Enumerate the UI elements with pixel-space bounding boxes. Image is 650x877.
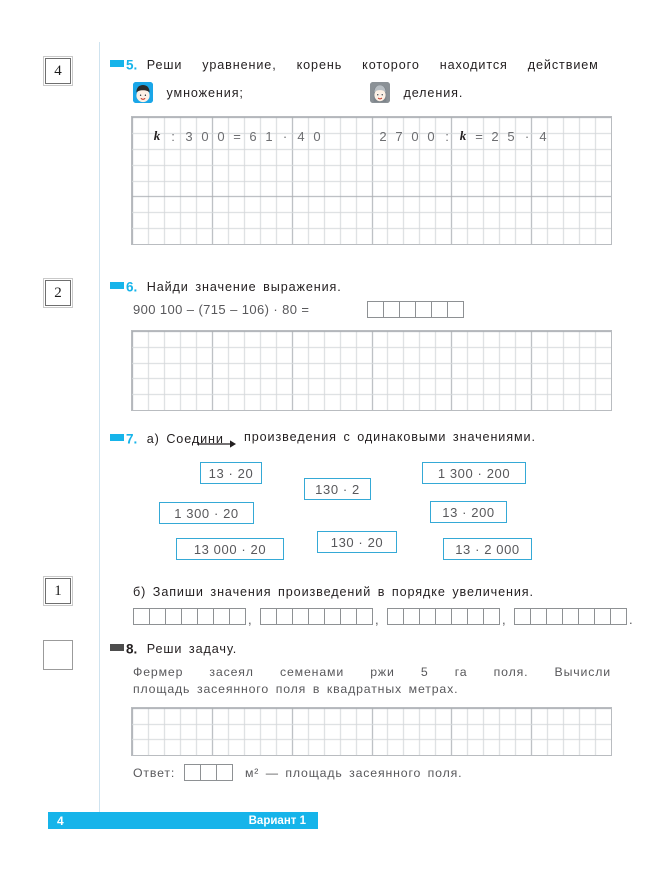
answer-cell[interactable] bbox=[530, 608, 547, 625]
answer-cell[interactable] bbox=[367, 301, 384, 318]
boy-avatar-icon bbox=[133, 82, 153, 103]
answer-cell[interactable] bbox=[213, 608, 230, 625]
answer-group-1[interactable] bbox=[133, 608, 246, 625]
equation-char: 3 bbox=[185, 128, 193, 144]
answer-cell[interactable] bbox=[387, 608, 404, 625]
girl-avatar-icon bbox=[370, 82, 390, 103]
task-7-heading-a-before: а) Соедини bbox=[146, 431, 224, 446]
task-7-number: 7. bbox=[126, 431, 138, 447]
task-5-score-box[interactable] bbox=[43, 56, 73, 86]
answer-cell[interactable] bbox=[546, 608, 563, 625]
task-5-score-value: 4 bbox=[54, 62, 62, 79]
answer-cell[interactable] bbox=[229, 608, 246, 625]
task-8-problem-line-1: Фермер засеял семенами ржи 5 га поля. Вычисли bbox=[133, 665, 611, 679]
task-8-score-box[interactable] bbox=[43, 640, 73, 670]
task-5-heading: Реши уравнение, корень которого находится действием bbox=[146, 57, 599, 72]
equation-char: 1 bbox=[265, 128, 273, 144]
answer-cell[interactable] bbox=[467, 608, 484, 625]
answer-group-3[interactable] bbox=[387, 608, 500, 625]
task-7-bullet-icon bbox=[110, 434, 124, 441]
answer-cell[interactable] bbox=[133, 608, 150, 625]
answer-group-4[interactable] bbox=[514, 608, 627, 625]
equation-char: k bbox=[153, 128, 161, 143]
answer-cell[interactable] bbox=[594, 608, 611, 625]
answer-cell[interactable] bbox=[292, 608, 309, 625]
task-7-heading-b: б) Запиши значения произведений в порядке увеличения. bbox=[133, 585, 534, 599]
task-6-score-value: 2 bbox=[54, 284, 62, 301]
page-number: 4 bbox=[57, 813, 64, 828]
answer-cell[interactable] bbox=[514, 608, 531, 625]
task-6-heading: Найди значение выражения. bbox=[146, 279, 342, 294]
equation-char: 4 bbox=[539, 128, 547, 144]
equation-char: 4 bbox=[297, 128, 305, 144]
answer-cell[interactable] bbox=[447, 301, 464, 318]
task-7-heading-a-after: произведения с одинаковыми значениями. bbox=[244, 430, 536, 444]
answer-cell[interactable] bbox=[383, 301, 400, 318]
task-5-number: 5. bbox=[126, 57, 138, 73]
answer-separator: , bbox=[248, 612, 252, 627]
task-5-equation-left bbox=[149, 128, 325, 144]
product-13x2000[interactable]: 13 · 2 000 bbox=[443, 538, 532, 560]
answer-group-2[interactable] bbox=[260, 608, 373, 625]
task-8-answer-cells[interactable] bbox=[184, 764, 233, 781]
task-5-option-girl bbox=[370, 82, 463, 103]
task-6-bullet-icon bbox=[110, 282, 124, 289]
answer-cell[interactable] bbox=[197, 608, 214, 625]
answer-cell[interactable] bbox=[403, 608, 420, 625]
task-5-equation-right bbox=[375, 128, 551, 144]
answer-cell[interactable] bbox=[184, 764, 201, 781]
answer-separator: . bbox=[629, 612, 633, 627]
answer-cell[interactable] bbox=[149, 608, 166, 625]
answer-cell[interactable] bbox=[399, 301, 416, 318]
equation-char: 0 bbox=[427, 128, 435, 144]
answer-cell[interactable] bbox=[165, 608, 182, 625]
task-8-bullet-icon bbox=[110, 644, 124, 651]
answer-cell[interactable] bbox=[216, 764, 233, 781]
margin-divider bbox=[99, 42, 100, 814]
answer-cell[interactable] bbox=[260, 608, 277, 625]
answer-cell[interactable] bbox=[181, 608, 198, 625]
equation-char: · bbox=[282, 128, 288, 144]
answer-cell[interactable] bbox=[324, 608, 341, 625]
answer-cell[interactable] bbox=[578, 608, 595, 625]
task-5-option-girl-label: деления. bbox=[403, 85, 464, 100]
task-8-answer-prefix: Ответ: bbox=[133, 766, 176, 780]
equation-char: 5 bbox=[507, 128, 515, 144]
product-1300x200[interactable]: 1 300 · 200 bbox=[422, 462, 526, 484]
page-footer bbox=[48, 812, 318, 829]
equation-char: 2 bbox=[379, 128, 387, 144]
equation-char: = bbox=[233, 128, 241, 144]
task-5-bullet-icon bbox=[110, 60, 124, 67]
answer-cell[interactable] bbox=[419, 608, 436, 625]
equation-char: k bbox=[459, 128, 467, 143]
equation-char: · bbox=[524, 128, 530, 144]
task-8-heading: Реши задачу. bbox=[146, 641, 238, 656]
product-130x20[interactable]: 130 · 20 bbox=[317, 531, 397, 553]
task-7-score-value: 1 bbox=[54, 582, 62, 599]
task-8-header bbox=[110, 640, 237, 658]
answer-cell[interactable] bbox=[431, 301, 448, 318]
task-6-expression: 900 100 – (715 – 106) · 80 = bbox=[133, 302, 310, 317]
equation-char: 2 bbox=[491, 128, 499, 144]
task-5-option-boy bbox=[133, 82, 244, 103]
answer-cell[interactable] bbox=[451, 608, 468, 625]
answer-cell[interactable] bbox=[308, 608, 325, 625]
equation-char: : bbox=[171, 128, 175, 144]
task-8-score-value bbox=[44, 641, 72, 669]
answer-cell[interactable] bbox=[610, 608, 627, 625]
answer-cell[interactable] bbox=[435, 608, 452, 625]
task-7-score-box[interactable] bbox=[43, 576, 73, 606]
product-13000x20[interactable]: 13 000 · 20 bbox=[176, 538, 284, 560]
equation-char: 7 bbox=[395, 128, 403, 144]
product-1300x20[interactable]: 1 300 · 20 bbox=[159, 502, 254, 524]
equation-char: : bbox=[445, 128, 449, 144]
task-6-answer-cells[interactable] bbox=[367, 301, 464, 318]
answer-cell[interactable] bbox=[200, 764, 217, 781]
product-130x2[interactable]: 130 · 2 bbox=[304, 478, 371, 500]
answer-cell[interactable] bbox=[415, 301, 432, 318]
task-5-header bbox=[110, 56, 610, 74]
answer-cell[interactable] bbox=[276, 608, 293, 625]
task-8-work-grid[interactable] bbox=[131, 707, 612, 756]
answer-separator: , bbox=[502, 612, 506, 627]
product-13x200[interactable]: 13 · 200 bbox=[430, 501, 507, 523]
right-arrow-icon bbox=[197, 436, 237, 454]
task-8-problem-line-2: площадь засеянного поля в квадратных метрах. bbox=[133, 682, 459, 696]
product-13x20[interactable]: 13 · 20 bbox=[200, 462, 262, 484]
task-6-work-grid[interactable] bbox=[131, 330, 612, 411]
equation-char: = bbox=[475, 128, 483, 144]
task-6-score-box[interactable] bbox=[43, 278, 73, 308]
task-8-problem bbox=[133, 664, 611, 698]
equation-char: 0 bbox=[313, 128, 321, 144]
answer-cell[interactable] bbox=[356, 608, 373, 625]
equation-char: 0 bbox=[217, 128, 225, 144]
answer-cell[interactable] bbox=[562, 608, 579, 625]
equation-char: 0 bbox=[411, 128, 419, 144]
equation-char: 6 bbox=[249, 128, 257, 144]
variant-label: Вариант 1 bbox=[248, 814, 306, 827]
task-5-option-boy-label: умножения; bbox=[166, 85, 244, 100]
equation-char: 0 bbox=[201, 128, 209, 144]
answer-cell[interactable] bbox=[340, 608, 357, 625]
answer-separator: , bbox=[375, 612, 379, 627]
task-6-number: 6. bbox=[126, 279, 138, 295]
task-8-number: 8. bbox=[126, 641, 138, 657]
task-8-answer-suffix: м² — площадь засеянного поля. bbox=[245, 766, 463, 780]
answer-cell[interactable] bbox=[483, 608, 500, 625]
task-6-header bbox=[110, 278, 342, 296]
